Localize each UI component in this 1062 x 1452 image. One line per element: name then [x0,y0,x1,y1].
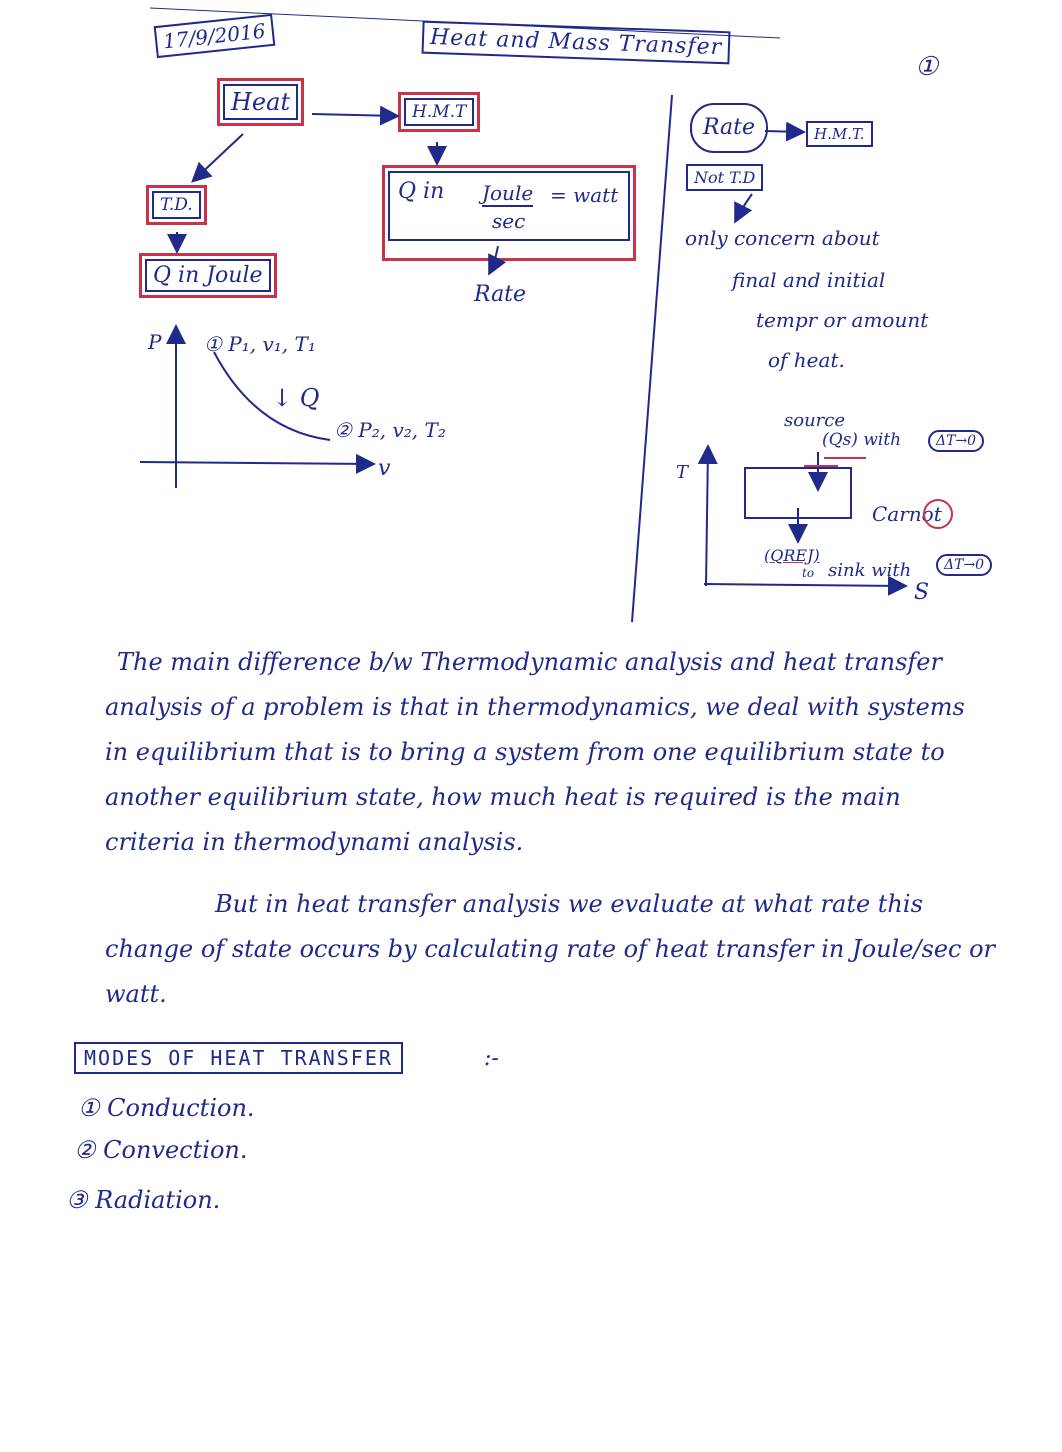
ts-dt-source: ΔT→0 [928,430,984,452]
note-line1: only concern about [685,226,880,250]
q-rate-denominator: sec [492,209,526,233]
ts-qs-label: (Qs) with [822,430,902,450]
right-hmt-label: H.M.T. [806,121,873,147]
mode-item-radiation: ③ Radiation. [66,1186,221,1214]
page-number: ① [915,52,939,82]
not-td-label: Not T.D [686,164,763,191]
q-rate-suffix: = watt [550,183,619,207]
mode-item-conduction: ① Conduction. [78,1094,255,1122]
diagram-lines [0,0,1062,630]
rate-label: Rate [474,282,527,307]
mode-item-convection: ② Convection. [74,1136,248,1164]
note-line4: of heat. [768,348,845,372]
rate-blob: Rate [690,103,768,153]
ts-sink-label: sink with [828,560,912,581]
page-title: Heat and Mass Transfer [422,21,731,65]
paragraph-thermo-vs-heat-transfer: The main difference b/w Thermodynamic analysis and heat transfer analysis of a problem is that in thermodynamics, we deal with systems in equilibrium that is to bring a system from one equilibrium state to another equilibrium state, how much heat is required is the main criteria in thermodynami analysis. [105,648,965,856]
pv-x-axis-label: v [378,456,391,481]
ts-source-label: source [784,410,846,431]
ts-to-label: to [802,566,815,580]
q-joule-label: Q in Joule [145,259,271,292]
pv-heat-label: ↓ Q [272,384,320,412]
heat-label: Heat [223,84,298,120]
date: 17/9/2016 [154,14,275,58]
ts-x-axis-label: S [914,580,930,605]
ts-qrej-label: (QREJ) [764,546,820,565]
modes-heading-suffix: :- [484,1046,499,1071]
ts-y-axis-label: T [676,462,689,483]
note-line3: tempr or amount [756,308,929,332]
note-line2: final and initial [732,268,886,292]
q-rate-prefix: Q in [398,179,445,204]
paragraph-heat-transfer-rate: But in heat transfer analysis we evaluate at what rate this change of state occurs by calculating rate of heat transfer in Joule/sec or watt. [105,890,996,1008]
ts-carnot-label: Carnot [872,502,942,526]
pv-state1-label: ① P₁, v₁, T₁ [204,332,316,356]
ts-dt-sink: ΔT→0 [936,554,992,576]
modes-heading: MODES OF HEAT TRANSFER [84,1046,393,1070]
modes-heading-box [74,1042,403,1074]
pv-y-axis-label: P [148,330,162,354]
pv-state2-label: ② P₂, v₂, T₂ [334,418,446,442]
hmt-label: H.M.T [404,98,474,126]
q-rate-numerator: Joule [482,181,534,205]
td-label: T.D. [152,191,201,219]
